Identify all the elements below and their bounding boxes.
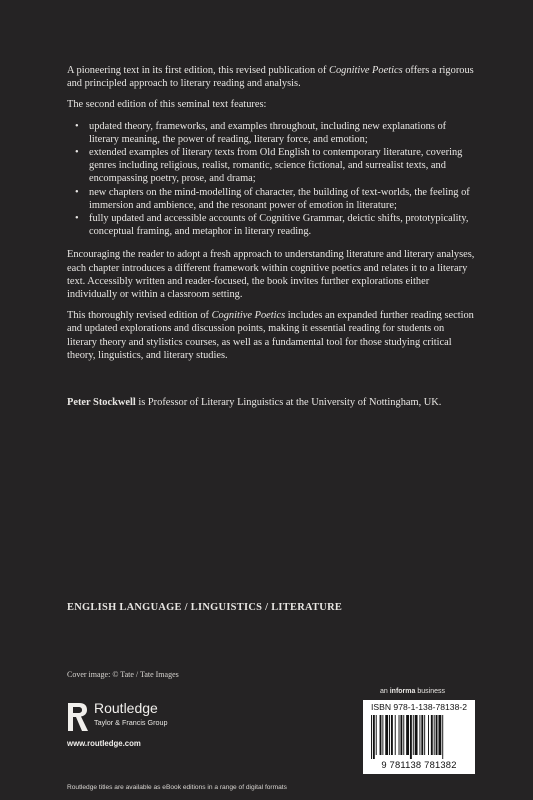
barcode-bar [389, 715, 390, 755]
barcode-bar [395, 715, 396, 755]
barcode-bar [376, 715, 377, 755]
features-lead: The second edition of this seminal text features: [67, 99, 267, 111]
barcode-icon [371, 715, 467, 759]
feature-item: • extended examples of literary texts from Old English to contemporary literature, covering genres including religious, realist, romantic, science fictional, and surrealist texts, and encompassing poetry, prose, and drama; [89, 146, 475, 186]
routledge-logo-icon [67, 702, 89, 732]
barcode-bar [421, 715, 423, 755]
intro-paragraph: A pioneering text in its first edition, this revised publication of Cognitive Poetics offers a rigorous and principled approach to literary reading and analysis. [67, 65, 474, 90]
barcode-bar [419, 715, 420, 755]
cover-image-credit: Cover image: © Tate / Tate Images [67, 670, 179, 679]
isbn-label: ISBN 978-1-138-78138-2 [370, 702, 468, 712]
barcode-bar [424, 715, 425, 755]
publisher-url: www.routledge.com [67, 739, 141, 748]
barcode-bar [391, 715, 393, 755]
barcode-bar [373, 715, 375, 759]
barcode-bar [434, 715, 435, 755]
isbn-digits: 9 781138 781382 [381, 759, 457, 770]
subject-category: ENGLISH LANGUAGE / LINGUISTICS / LITERATURE [67, 602, 343, 613]
barcode-bar [431, 715, 433, 755]
barcode-bar [380, 715, 382, 755]
description-paragraph: Encouraging the reader to adopt a fresh approach to understanding literature and literary analyses, each chapter introduces a different framework within cognitive poetics and relates it to a literary text. Accessibly written and reader-focused, the book invites further explorations either individually or within a classroom setting. [67, 249, 475, 301]
author-bio: Peter Stockwell is Professor of Literary Linguistics at the University of Nottingham, UK. [67, 397, 442, 409]
barcode-bar [403, 715, 404, 755]
feature-item: • new chapters on the mind-modelling of character, the building of text-worlds, the feeling of immersion and ambience, and the resonant power of emotion in literature; [89, 186, 475, 212]
barcode-bar [428, 715, 429, 755]
barcode-bar [400, 715, 402, 755]
back-cover-blurb [67, 64, 475, 417]
barcode-bar [436, 715, 438, 755]
barcode-bar [415, 715, 418, 755]
publisher-group: Taylor & Francis Group [94, 718, 168, 727]
feature-item: • updated theory, frameworks, and examples throughout, including new explanations of literary meaning, the power of reading, literary force, and emotion; [89, 120, 475, 146]
barcode-bar [399, 715, 400, 755]
isbn-barcode [363, 700, 475, 774]
barcode-bar [406, 715, 409, 755]
edition-paragraph: This thoroughly revised edition of Cognitive Poetics includes an expanded further reading section and updated explorations and discussion points, making it essential reading for students on literary theory and stylistics courses, as well as a fundamental tool for those studying critical theory, linguistics, and literary studies. [67, 310, 474, 361]
barcode-bar [413, 715, 414, 755]
publisher-block [67, 700, 227, 750]
barcode-bar [442, 715, 443, 759]
informa-business: an informa business [380, 688, 445, 695]
feature-item: • fully updated and accessible accounts of Cognitive Grammar, deictic shifts, prototypicality, conceptual framing, and metaphor in literary reading. [89, 212, 475, 238]
publisher-name: Routledge [94, 700, 158, 716]
author-name: Peter Stockwell [67, 397, 136, 409]
barcode-bar [371, 715, 372, 759]
book-title: Cognitive Poetics [329, 65, 403, 76]
features-list [67, 120, 475, 239]
book-title: Cognitive Poetics [211, 310, 286, 322]
barcode-bar [385, 715, 388, 755]
barcode-bar [438, 715, 441, 755]
barcode-bar [410, 715, 412, 759]
ebook-note: Routledge titles are available as eBook editions in a range of digital formats [67, 784, 287, 791]
barcode-bar [382, 715, 383, 755]
